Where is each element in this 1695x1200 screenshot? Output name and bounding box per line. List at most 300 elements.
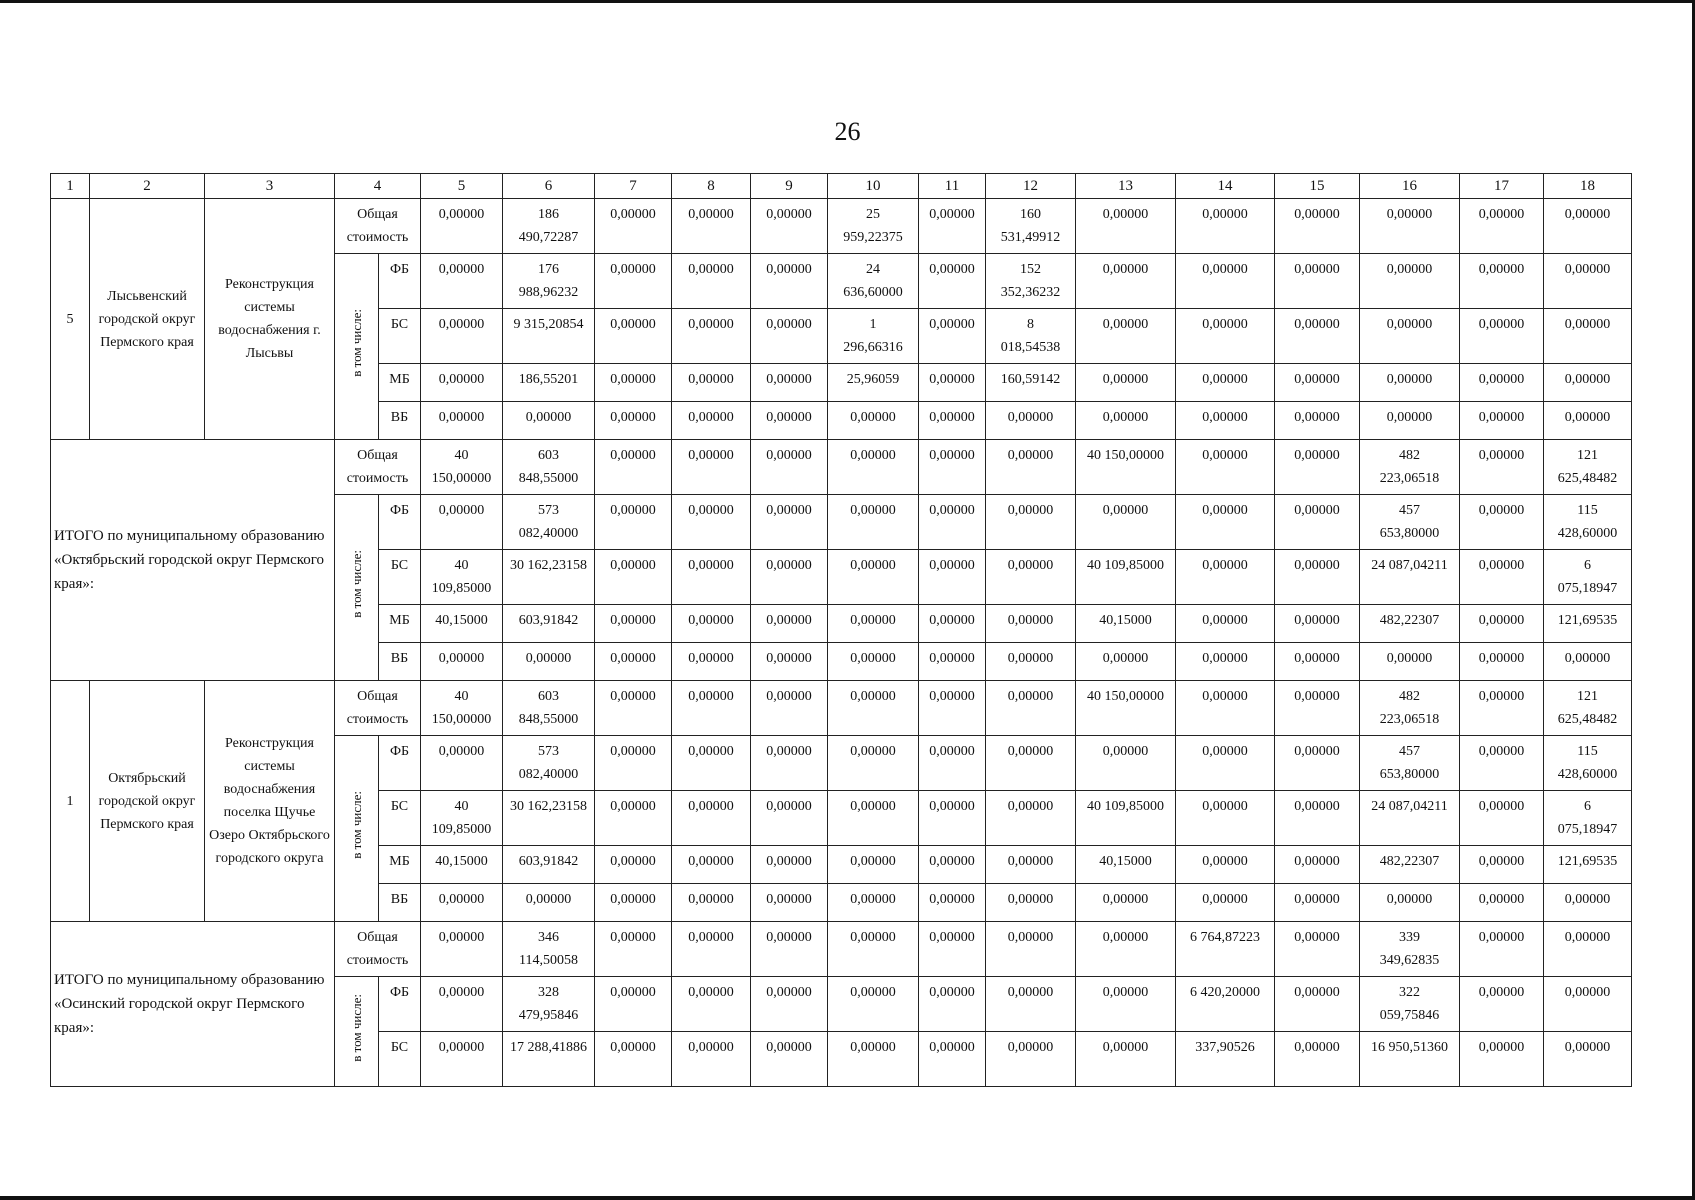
value-cell: 0,00000 xyxy=(1076,736,1176,791)
value-cell: 40 150,00000 xyxy=(1076,681,1176,736)
value-cell: 337,90526 xyxy=(1176,1032,1275,1087)
header-row xyxy=(51,174,1632,199)
value-cell: 0,00000 xyxy=(1460,922,1544,977)
value-cell: 0,00000 xyxy=(1275,922,1360,977)
value-cell: 0,00000 xyxy=(421,199,503,254)
value-cell: 0,00000 xyxy=(595,254,672,309)
value-cell: 0,00000 xyxy=(421,736,503,791)
header-cell: 17 xyxy=(1460,174,1544,199)
value-cell: 0,00000 xyxy=(751,199,828,254)
value-cell: 0,00000 xyxy=(672,199,751,254)
value-cell: 115 428,60000 xyxy=(1544,495,1632,550)
value-cell: 0,00000 xyxy=(1076,495,1176,550)
group-label-cell xyxy=(335,736,379,922)
funding-source-label: МБ xyxy=(379,364,421,402)
header-cell: 12 xyxy=(986,174,1076,199)
value-cell: 0,00000 xyxy=(595,736,672,791)
scan-edge-top xyxy=(0,0,1695,3)
value-cell: 186 490,72287 xyxy=(503,199,595,254)
value-cell: 0,00000 xyxy=(1544,922,1632,977)
value-cell: 0,00000 xyxy=(751,309,828,364)
value-cell: 0,00000 xyxy=(986,922,1076,977)
value-cell: 0,00000 xyxy=(1460,254,1544,309)
value-cell: 25,96059 xyxy=(828,364,919,402)
value-cell: 0,00000 xyxy=(986,440,1076,495)
value-cell: 0,00000 xyxy=(421,884,503,922)
value-cell: 6 420,20000 xyxy=(1176,977,1275,1032)
value-cell: 0,00000 xyxy=(986,884,1076,922)
value-cell: 0,00000 xyxy=(1544,1032,1632,1087)
value-cell: 0,00000 xyxy=(919,681,986,736)
value-cell: 0,00000 xyxy=(1176,550,1275,605)
group-label-cell xyxy=(335,495,379,681)
table-row xyxy=(51,922,1632,977)
value-cell: 0,00000 xyxy=(1076,1032,1176,1087)
header-cell: 13 xyxy=(1076,174,1176,199)
value-cell: 0,00000 xyxy=(672,1032,751,1087)
value-cell: 0,00000 xyxy=(1275,254,1360,309)
value-cell: 0,00000 xyxy=(919,550,986,605)
value-cell: 0,00000 xyxy=(672,364,751,402)
value-cell: 0,00000 xyxy=(751,402,828,440)
value-cell: 0,00000 xyxy=(1360,309,1460,364)
value-cell: 0,00000 xyxy=(1275,364,1360,402)
value-cell: 30 162,23158 xyxy=(503,550,595,605)
value-cell: 0,00000 xyxy=(672,440,751,495)
value-cell: 0,00000 xyxy=(1544,199,1632,254)
value-cell: 0,00000 xyxy=(919,495,986,550)
value-cell: 0,00000 xyxy=(503,884,595,922)
value-cell: 0,00000 xyxy=(828,977,919,1032)
value-cell: 0,00000 xyxy=(421,402,503,440)
value-cell: 0,00000 xyxy=(986,495,1076,550)
value-cell: 0,00000 xyxy=(1176,643,1275,681)
value-cell: 0,00000 xyxy=(751,736,828,791)
group-label-cell xyxy=(335,254,379,440)
section-total-label: ИТОГО по муниципальному образованию «Осинский городской округ Пермского края»: xyxy=(51,922,335,1087)
value-cell: 0,00000 xyxy=(1460,681,1544,736)
value-cell: 457 653,80000 xyxy=(1360,495,1460,550)
value-cell: 0,00000 xyxy=(1176,791,1275,846)
value-cell: 24 087,04211 xyxy=(1360,550,1460,605)
value-cell: 0,00000 xyxy=(421,495,503,550)
header-cell: 16 xyxy=(1360,174,1460,199)
value-cell: 0,00000 xyxy=(672,309,751,364)
value-cell: 0,00000 xyxy=(1275,884,1360,922)
funding-source-label: ФБ xyxy=(379,254,421,309)
table-row xyxy=(51,681,1632,736)
value-cell: 8 018,54538 xyxy=(986,309,1076,364)
value-cell: 0,00000 xyxy=(751,1032,828,1087)
header-cell: 4 xyxy=(335,174,421,199)
value-cell: 6 075,18947 xyxy=(1544,791,1632,846)
value-cell: 0,00000 xyxy=(595,495,672,550)
value-cell: 40 109,85000 xyxy=(421,791,503,846)
value-cell: 0,00000 xyxy=(1360,402,1460,440)
value-cell: 0,00000 xyxy=(986,846,1076,884)
value-cell: 322 059,75846 xyxy=(1360,977,1460,1032)
value-cell: 186,55201 xyxy=(503,364,595,402)
value-cell: 346 114,50058 xyxy=(503,922,595,977)
header-cell: 5 xyxy=(421,174,503,199)
value-cell: 0,00000 xyxy=(1460,495,1544,550)
value-cell: 16 950,51360 xyxy=(1360,1032,1460,1087)
value-cell: 0,00000 xyxy=(595,884,672,922)
value-cell: 0,00000 xyxy=(828,495,919,550)
value-cell: 0,00000 xyxy=(919,402,986,440)
value-cell: 0,00000 xyxy=(421,254,503,309)
value-cell: 0,00000 xyxy=(1460,977,1544,1032)
value-cell: 0,00000 xyxy=(1460,440,1544,495)
value-cell: 0,00000 xyxy=(1076,643,1176,681)
value-cell: 482,22307 xyxy=(1360,846,1460,884)
value-cell: 0,00000 xyxy=(751,791,828,846)
value-cell: 0,00000 xyxy=(1460,402,1544,440)
value-cell: 0,00000 xyxy=(672,605,751,643)
value-cell: 0,00000 xyxy=(919,736,986,791)
value-cell: 24 636,60000 xyxy=(828,254,919,309)
value-cell: 0,00000 xyxy=(595,309,672,364)
value-cell: 603 848,55000 xyxy=(503,440,595,495)
value-cell: 0,00000 xyxy=(828,440,919,495)
page-number: 26 xyxy=(834,117,861,146)
value-cell: 25 959,22375 xyxy=(828,199,919,254)
value-cell: 603 848,55000 xyxy=(503,681,595,736)
value-cell: 0,00000 xyxy=(1275,402,1360,440)
value-cell: 0,00000 xyxy=(1275,977,1360,1032)
funding-source-label: МБ xyxy=(379,846,421,884)
group-label: в том числе: xyxy=(348,549,364,618)
value-cell: 0,00000 xyxy=(421,643,503,681)
value-cell: 0,00000 xyxy=(1176,846,1275,884)
value-cell: 0,00000 xyxy=(1544,309,1632,364)
value-cell: 0,00000 xyxy=(1544,977,1632,1032)
value-cell: 0,00000 xyxy=(1460,643,1544,681)
value-cell: 0,00000 xyxy=(1076,309,1176,364)
value-cell: 0,00000 xyxy=(672,643,751,681)
value-cell: 0,00000 xyxy=(919,791,986,846)
header-cell: 9 xyxy=(751,174,828,199)
value-cell: 17 288,41886 xyxy=(503,1032,595,1087)
value-cell: 40 109,85000 xyxy=(1076,550,1176,605)
value-cell: 0,00000 xyxy=(1460,364,1544,402)
value-cell: 0,00000 xyxy=(1460,199,1544,254)
value-cell: 457 653,80000 xyxy=(1360,736,1460,791)
value-cell: 40,15000 xyxy=(1076,605,1176,643)
municipality-name: Октябрьский городской округ Пермского края xyxy=(90,681,205,922)
value-cell: 0,00000 xyxy=(503,402,595,440)
value-cell: 0,00000 xyxy=(1176,254,1275,309)
value-cell: 0,00000 xyxy=(1275,199,1360,254)
header-cell: 6 xyxy=(503,174,595,199)
value-cell: 0,00000 xyxy=(1176,495,1275,550)
value-cell: 0,00000 xyxy=(421,1032,503,1087)
value-cell: 0,00000 xyxy=(595,364,672,402)
value-cell: 0,00000 xyxy=(1544,402,1632,440)
group-label-cell xyxy=(335,977,379,1087)
header-cell: 8 xyxy=(672,174,751,199)
scan-edge-bottom xyxy=(0,1196,1695,1200)
value-cell: 0,00000 xyxy=(828,846,919,884)
value-cell: 0,00000 xyxy=(919,440,986,495)
value-cell: 0,00000 xyxy=(1360,643,1460,681)
value-cell: 0,00000 xyxy=(986,681,1076,736)
funding-source-label: ВБ xyxy=(379,402,421,440)
value-cell: 603,91842 xyxy=(503,605,595,643)
value-cell: 0,00000 xyxy=(1360,364,1460,402)
object-name: Реконструкция системы водоснабжения г. Лысьвы xyxy=(205,199,335,440)
value-cell: 40 150,00000 xyxy=(421,440,503,495)
value-cell: 0,00000 xyxy=(751,846,828,884)
value-cell: 0,00000 xyxy=(672,884,751,922)
header-cell: 7 xyxy=(595,174,672,199)
value-cell: 0,00000 xyxy=(1176,605,1275,643)
value-cell: 0,00000 xyxy=(1360,254,1460,309)
value-cell: 0,00000 xyxy=(919,922,986,977)
value-cell: 0,00000 xyxy=(1460,884,1544,922)
value-cell: 0,00000 xyxy=(751,254,828,309)
value-cell: 0,00000 xyxy=(828,736,919,791)
funding-source-label: БС xyxy=(379,1032,421,1087)
value-cell: 0,00000 xyxy=(751,884,828,922)
value-cell: 24 087,04211 xyxy=(1360,791,1460,846)
value-cell: 0,00000 xyxy=(595,977,672,1032)
value-cell: 0,00000 xyxy=(1076,884,1176,922)
value-cell: 0,00000 xyxy=(1176,681,1275,736)
value-cell: 0,00000 xyxy=(986,977,1076,1032)
value-cell: 160 531,49912 xyxy=(986,199,1076,254)
group-label: в том числе: xyxy=(348,790,364,859)
funding-source-label: БС xyxy=(379,550,421,605)
header-cell: 2 xyxy=(90,174,205,199)
value-cell: 0,00000 xyxy=(986,402,1076,440)
value-cell: 482 223,06518 xyxy=(1360,440,1460,495)
value-cell: 0,00000 xyxy=(595,922,672,977)
value-cell: 0,00000 xyxy=(919,254,986,309)
value-cell: 0,00000 xyxy=(919,977,986,1032)
value-cell: 0,00000 xyxy=(919,199,986,254)
header-cell: 11 xyxy=(919,174,986,199)
value-cell: 121 625,48482 xyxy=(1544,681,1632,736)
funding-source-label: БС xyxy=(379,791,421,846)
value-cell: 0,00000 xyxy=(672,681,751,736)
value-cell: 0,00000 xyxy=(751,643,828,681)
value-cell: 0,00000 xyxy=(672,254,751,309)
value-cell: 0,00000 xyxy=(1275,309,1360,364)
value-cell: 0,00000 xyxy=(1275,643,1360,681)
value-cell: 482 223,06518 xyxy=(1360,681,1460,736)
value-cell: 0,00000 xyxy=(751,681,828,736)
value-cell: 573 082,40000 xyxy=(503,495,595,550)
group-label: в том числе: xyxy=(348,993,364,1062)
value-cell: 121,69535 xyxy=(1544,846,1632,884)
value-cell: 0,00000 xyxy=(828,681,919,736)
funding-source-label: ВБ xyxy=(379,643,421,681)
funding-source-label: ФБ xyxy=(379,977,421,1032)
value-cell: 0,00000 xyxy=(1076,364,1176,402)
value-cell: 0,00000 xyxy=(919,605,986,643)
value-cell: 0,00000 xyxy=(1275,736,1360,791)
value-cell: 0,00000 xyxy=(595,605,672,643)
value-cell: 0,00000 xyxy=(595,402,672,440)
value-cell: 0,00000 xyxy=(1360,884,1460,922)
value-cell: 40 150,00000 xyxy=(421,681,503,736)
value-cell: 0,00000 xyxy=(828,884,919,922)
value-cell: 328 479,95846 xyxy=(503,977,595,1032)
header-cell: 10 xyxy=(828,174,919,199)
value-cell: 0,00000 xyxy=(751,364,828,402)
value-cell: 0,00000 xyxy=(1460,846,1544,884)
value-cell: 0,00000 xyxy=(421,364,503,402)
value-cell: 0,00000 xyxy=(1076,922,1176,977)
value-cell: 0,00000 xyxy=(828,402,919,440)
value-cell: 0,00000 xyxy=(672,977,751,1032)
value-cell: 40 109,85000 xyxy=(1076,791,1176,846)
financing-table xyxy=(50,173,1632,1087)
value-cell: 0,00000 xyxy=(1176,309,1275,364)
value-cell: 0,00000 xyxy=(1076,254,1176,309)
header-cell: 3 xyxy=(205,174,335,199)
value-cell: 0,00000 xyxy=(919,309,986,364)
funding-source-label: ФБ xyxy=(379,495,421,550)
municipality-name: Лысьвенский городской округ Пермского края xyxy=(90,199,205,440)
header-cell: 15 xyxy=(1275,174,1360,199)
value-cell: 0,00000 xyxy=(1176,884,1275,922)
table-row xyxy=(51,440,1632,495)
value-cell: 0,00000 xyxy=(1544,364,1632,402)
value-cell: 0,00000 xyxy=(1076,977,1176,1032)
funding-source-label: ВБ xyxy=(379,884,421,922)
value-cell: 0,00000 xyxy=(1076,199,1176,254)
value-cell: 0,00000 xyxy=(986,791,1076,846)
value-cell: 0,00000 xyxy=(595,643,672,681)
value-cell: 115 428,60000 xyxy=(1544,736,1632,791)
value-cell: 30 162,23158 xyxy=(503,791,595,846)
value-cell: 0,00000 xyxy=(828,1032,919,1087)
value-cell: 40 109,85000 xyxy=(421,550,503,605)
value-cell: 339 349,62835 xyxy=(1360,922,1460,977)
value-cell: 0,00000 xyxy=(595,550,672,605)
value-cell: 573 082,40000 xyxy=(503,736,595,791)
value-cell: 482,22307 xyxy=(1360,605,1460,643)
value-cell: 0,00000 xyxy=(672,402,751,440)
table-row xyxy=(51,199,1632,254)
value-cell: 0,00000 xyxy=(1275,681,1360,736)
value-cell: 40 150,00000 xyxy=(1076,440,1176,495)
value-cell: 0,00000 xyxy=(595,1032,672,1087)
value-cell: 0,00000 xyxy=(919,884,986,922)
value-cell: 0,00000 xyxy=(421,922,503,977)
value-cell: 0,00000 xyxy=(751,605,828,643)
value-cell: 0,00000 xyxy=(595,440,672,495)
value-cell: 0,00000 xyxy=(1275,791,1360,846)
total-cost-label: Общая стоимость xyxy=(335,199,421,254)
value-cell: 0,00000 xyxy=(1176,364,1275,402)
value-cell: 0,00000 xyxy=(1076,402,1176,440)
value-cell: 0,00000 xyxy=(1176,199,1275,254)
value-cell: 0,00000 xyxy=(919,364,986,402)
total-cost-label: Общая стоимость xyxy=(335,922,421,977)
header-cell: 1 xyxy=(51,174,90,199)
value-cell: 0,00000 xyxy=(1460,605,1544,643)
value-cell: 0,00000 xyxy=(672,846,751,884)
value-cell: 0,00000 xyxy=(919,643,986,681)
value-cell: 0,00000 xyxy=(672,922,751,977)
value-cell: 0,00000 xyxy=(595,791,672,846)
value-cell: 0,00000 xyxy=(986,1032,1076,1087)
value-cell: 1 296,66316 xyxy=(828,309,919,364)
value-cell: 603,91842 xyxy=(503,846,595,884)
value-cell: 0,00000 xyxy=(1460,550,1544,605)
value-cell: 0,00000 xyxy=(1275,1032,1360,1087)
value-cell: 0,00000 xyxy=(1460,736,1544,791)
value-cell: 0,00000 xyxy=(751,977,828,1032)
value-cell: 0,00000 xyxy=(595,199,672,254)
value-cell: 40,15000 xyxy=(421,605,503,643)
value-cell: 0,00000 xyxy=(1275,846,1360,884)
value-cell: 0,00000 xyxy=(751,550,828,605)
value-cell: 0,00000 xyxy=(503,643,595,681)
value-cell: 0,00000 xyxy=(1275,495,1360,550)
value-cell: 0,00000 xyxy=(828,605,919,643)
total-cost-label: Общая стоимость xyxy=(335,440,421,495)
value-cell: 0,00000 xyxy=(595,846,672,884)
value-cell: 9 315,20854 xyxy=(503,309,595,364)
value-cell: 0,00000 xyxy=(828,791,919,846)
value-cell: 0,00000 xyxy=(919,1032,986,1087)
value-cell: 6 075,18947 xyxy=(1544,550,1632,605)
value-cell: 0,00000 xyxy=(672,550,751,605)
total-cost-label: Общая стоимость xyxy=(335,681,421,736)
value-cell: 0,00000 xyxy=(1176,440,1275,495)
funding-source-label: МБ xyxy=(379,605,421,643)
value-cell: 0,00000 xyxy=(828,922,919,977)
value-cell: 6 764,87223 xyxy=(1176,922,1275,977)
value-cell: 0,00000 xyxy=(986,550,1076,605)
value-cell: 121,69535 xyxy=(1544,605,1632,643)
value-cell: 0,00000 xyxy=(919,846,986,884)
value-cell: 0,00000 xyxy=(986,736,1076,791)
value-cell: 0,00000 xyxy=(1460,791,1544,846)
section-total-label: ИТОГО по муниципальному образованию «Октябрьский городской округ Пермского края»: xyxy=(51,440,335,681)
value-cell: 0,00000 xyxy=(672,791,751,846)
row-number: 5 xyxy=(51,199,90,440)
funding-source-label: БС xyxy=(379,309,421,364)
value-cell: 0,00000 xyxy=(1176,402,1275,440)
header-cell: 14 xyxy=(1176,174,1275,199)
value-cell: 0,00000 xyxy=(751,495,828,550)
value-cell: 0,00000 xyxy=(672,495,751,550)
value-cell: 0,00000 xyxy=(1544,643,1632,681)
value-cell: 0,00000 xyxy=(1544,884,1632,922)
value-cell: 0,00000 xyxy=(1460,309,1544,364)
value-cell: 0,00000 xyxy=(751,440,828,495)
value-cell: 121 625,48482 xyxy=(1544,440,1632,495)
value-cell: 0,00000 xyxy=(1275,550,1360,605)
value-cell: 0,00000 xyxy=(1360,199,1460,254)
value-cell: 0,00000 xyxy=(828,643,919,681)
value-cell: 0,00000 xyxy=(828,550,919,605)
value-cell: 40,15000 xyxy=(421,846,503,884)
funding-source-label: ФБ xyxy=(379,736,421,791)
row-number: 1 xyxy=(51,681,90,922)
value-cell: 0,00000 xyxy=(421,977,503,1032)
group-label: в том числе: xyxy=(348,308,364,377)
value-cell: 0,00000 xyxy=(986,643,1076,681)
value-cell: 0,00000 xyxy=(986,605,1076,643)
value-cell: 176 988,96232 xyxy=(503,254,595,309)
value-cell: 0,00000 xyxy=(1176,736,1275,791)
